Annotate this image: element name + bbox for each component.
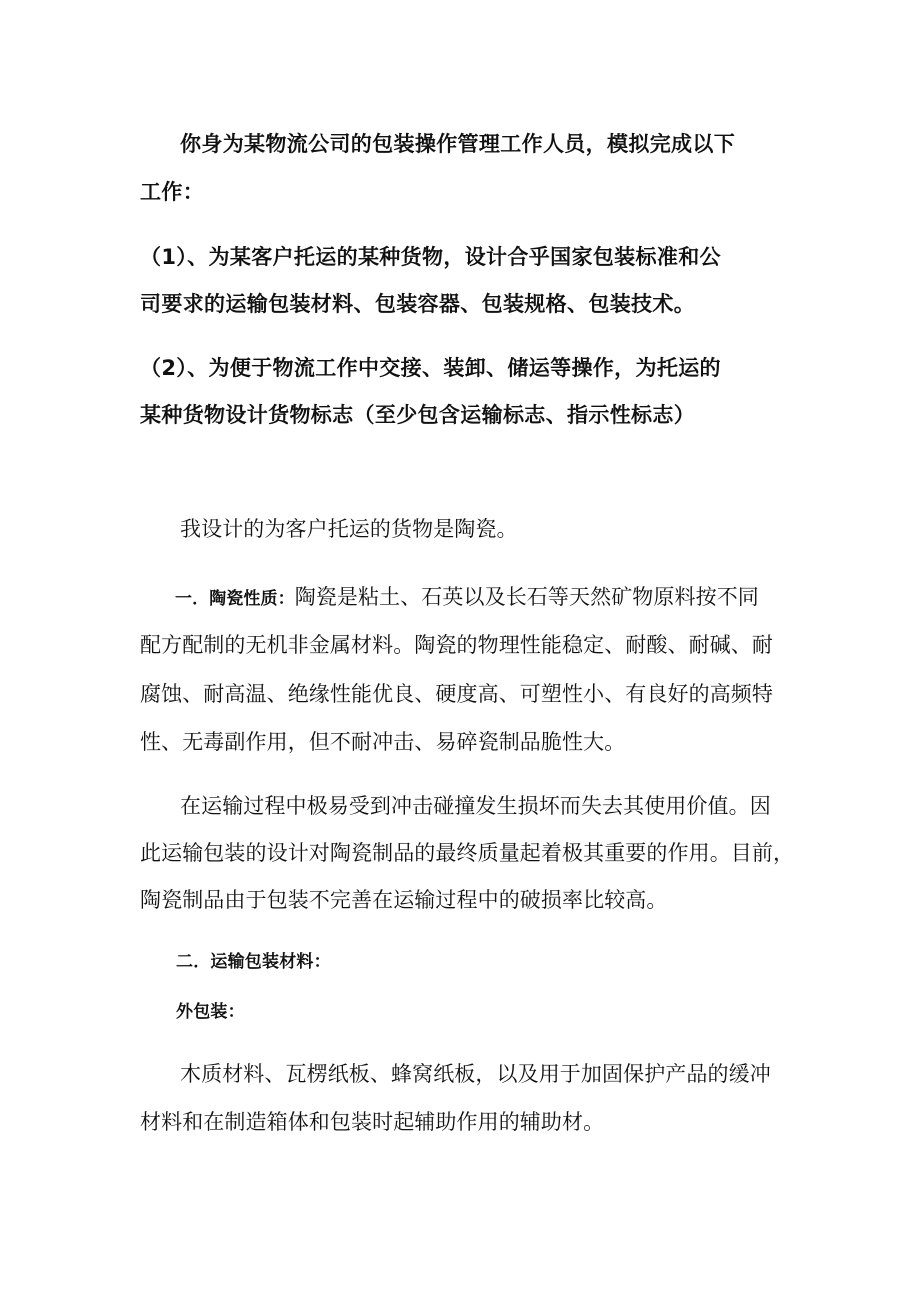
section-1-line-3: 腐蚀、耐高温、绝缘性能优良、硬度高、可塑性小、有良好的高频特 xyxy=(140,682,773,706)
paragraph-2-line-2: 此运输包装的设计对陶瓷制品的最终质量起着极其重要的作用。目前， xyxy=(140,841,795,865)
task-item-1-line-2: 司要求的运输包装材料、包装容器、包装规格、包装技术。 xyxy=(140,292,696,316)
task-item-2-line-2: 某种货物设计货物标志（至少包含运输标志、指示性标志） xyxy=(140,403,696,427)
task-item-2-line-1: （2）、为便于物流工作中交接、装卸、储运等操作，为托运的 xyxy=(140,356,721,380)
section-1-heading: 一．陶瓷性质： xyxy=(175,589,295,609)
section-2-line-2: 材料和在制造箱体和包装时起辅助作用的辅助材。 xyxy=(140,1110,605,1134)
paragraph-2-line-1: 在运输过程中极易受到冲击碰撞发生损坏而失去其使用价值。因 xyxy=(180,794,771,818)
task-intro-line-1: 你身为某物流公司的包装操作管理工作人员，模拟完成以下 xyxy=(180,132,736,156)
section-1-line-2: 配方配制的无机非金属材料。陶瓷的物理性能稳定、耐酸、耐碱、耐 xyxy=(140,633,773,657)
section-1-line-4: 性、无毒副作用，但不耐冲击、易碎瓷制品脆性大。 xyxy=(140,730,626,754)
paragraph-2-line-3: 陶瓷制品由于包装不完善在运输过程中的破损率比较高。 xyxy=(140,888,668,912)
task-intro-line-2: 工作： xyxy=(140,180,205,204)
section-2-line-1: 木质材料、瓦楞纸板、蜂窝纸板，以及用于加固保护产品的缓冲 xyxy=(180,1062,771,1086)
section-1-line-1: 陶瓷是粘土、石英以及长石等天然矿物原料按不同 xyxy=(294,585,759,609)
section-1-first-line xyxy=(175,583,759,613)
section-2-subheading: 外包装： xyxy=(176,1002,245,1022)
task-item-1-line-1: （1）、为某客户托运的某种货物，设计合乎国家包装标准和公 xyxy=(140,245,721,269)
section-2-heading: 二．运输包装材料： xyxy=(176,952,331,972)
answer-intro: 我设计的为客户托运的货物是陶瓷。 xyxy=(180,517,518,541)
